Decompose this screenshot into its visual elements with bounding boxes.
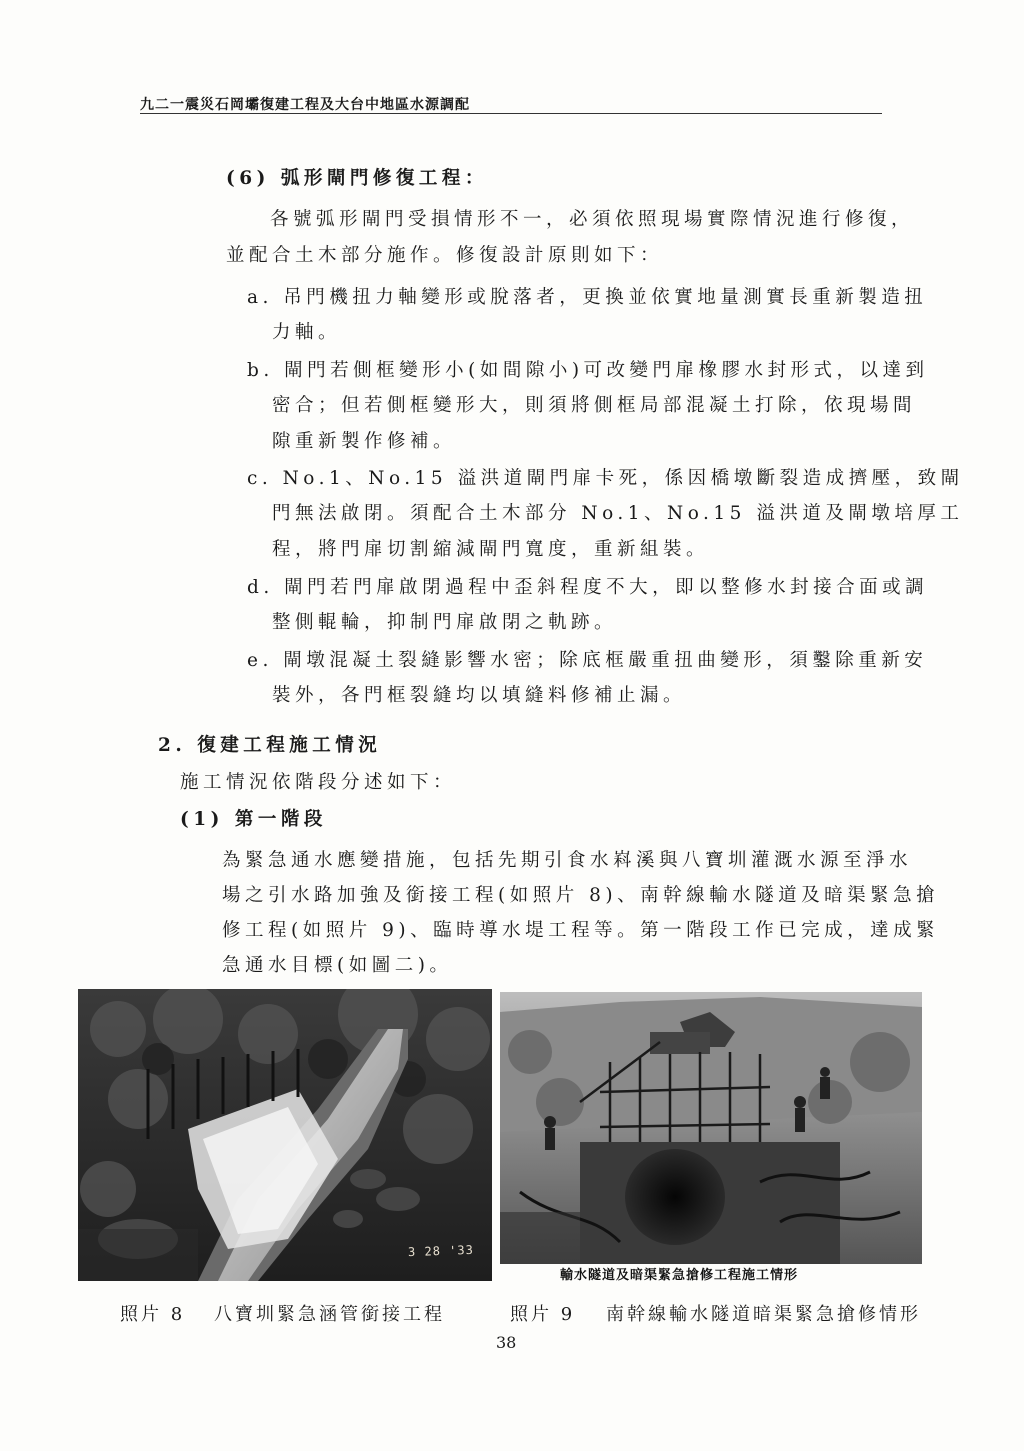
section-6-intro-line2: 並配合土木部分施作。修復設計原則如下： <box>226 245 664 266</box>
item-a-line1: a. 吊門機扭力軸變形或脫落者，更換並依實地量測實長重新製造扭 <box>247 287 928 308</box>
photo-8-drawing <box>78 989 492 1281</box>
photo-9-drawing <box>500 992 922 1264</box>
item-b-line2: 密合；但若側框變形大，則須將側框局部混凝土打除，依現場間 <box>272 395 917 416</box>
photo-8-caption-label: 照片 8 <box>120 1304 186 1325</box>
stage-1-line4: 急通水目標(如圖二)。 <box>222 955 453 976</box>
item-c-line1: c. No.1、No.15 溢洪道閘門扉卡死，係因橋墩斷裂造成擠壓，致閘 <box>247 468 964 489</box>
item-a-line2: 力軸。 <box>272 322 342 343</box>
photo-9-caption-text: 南幹線輸水隧道暗渠緊急搶修情形 <box>606 1304 921 1325</box>
page-number: 38 <box>496 1333 517 1352</box>
photo-8-date-stamp: 3 28 '33 <box>407 1242 475 1260</box>
photo-9-embedded-caption: 輸水隧道及暗渠緊急搶修工程施工情形 <box>560 1268 799 1283</box>
photo-8-caption-text: 八寶圳緊急涵管銜接工程 <box>214 1304 445 1325</box>
item-b-line1: b. 閘門若側框變形小(如間隙小)可改變門扉橡膠水封形式，以達到 <box>247 360 929 381</box>
item-d-line1: d. 閘門若門扉啟閉過程中歪斜程度不大，即以整修水封接合面或調 <box>247 577 929 598</box>
stage-1-line2: 場之引水路加強及銜接工程(如照片 8)、南幹線輸水隧道及暗渠緊急搶 <box>222 885 940 906</box>
running-header: 九二一震災石岡壩復建工程及大台中地區水源調配 <box>140 97 470 113</box>
item-b-line3: 隙重新製作修補。 <box>272 431 457 452</box>
item-e-line1: e. 閘墩混凝土裂縫影響水密；除底框嚴重扭曲變形，須鑿除重新安 <box>247 650 928 671</box>
section-2-intro: 施工情況依階段分述如下： <box>180 772 457 793</box>
stage-1-line3: 修工程(如照片 9)、臨時導水堤工程等。第一階段工作已完成，達成緊 <box>222 920 940 941</box>
section-6-intro-line1: 各號弧形閘門受損情形不一，必須依照現場實際情況進行修復， <box>270 209 915 230</box>
stage-1-heading: (1) 第一階段 <box>180 809 327 830</box>
stage-1-line1: 為緊急通水應變措施，包括先期引食水嵙溪與八寶圳灌溉水源至淨水 <box>222 850 913 871</box>
item-c-line3: 程，將門扉切割縮減閘門寬度，重新組裝。 <box>272 539 710 560</box>
item-c-line2: 門無法啟閉。須配合土木部分 No.1、No.15 溢洪道及閘墩培厚工 <box>272 503 964 524</box>
item-d-line2: 整側輥輪，抑制門扉啟閉之軌跡。 <box>272 612 618 633</box>
header-rule <box>140 113 882 114</box>
section-2-heading: 2. 復建工程施工情況 <box>158 735 382 756</box>
photo-8-image <box>78 989 492 1281</box>
photo-9-caption-label: 照片 9 <box>510 1304 576 1325</box>
photo-9-image <box>500 992 922 1264</box>
item-e-line2: 裝外，各門框裂縫均以填縫料修補止漏。 <box>272 685 687 706</box>
section-6-heading: (6) 弧形閘門修復工程： <box>226 168 488 189</box>
